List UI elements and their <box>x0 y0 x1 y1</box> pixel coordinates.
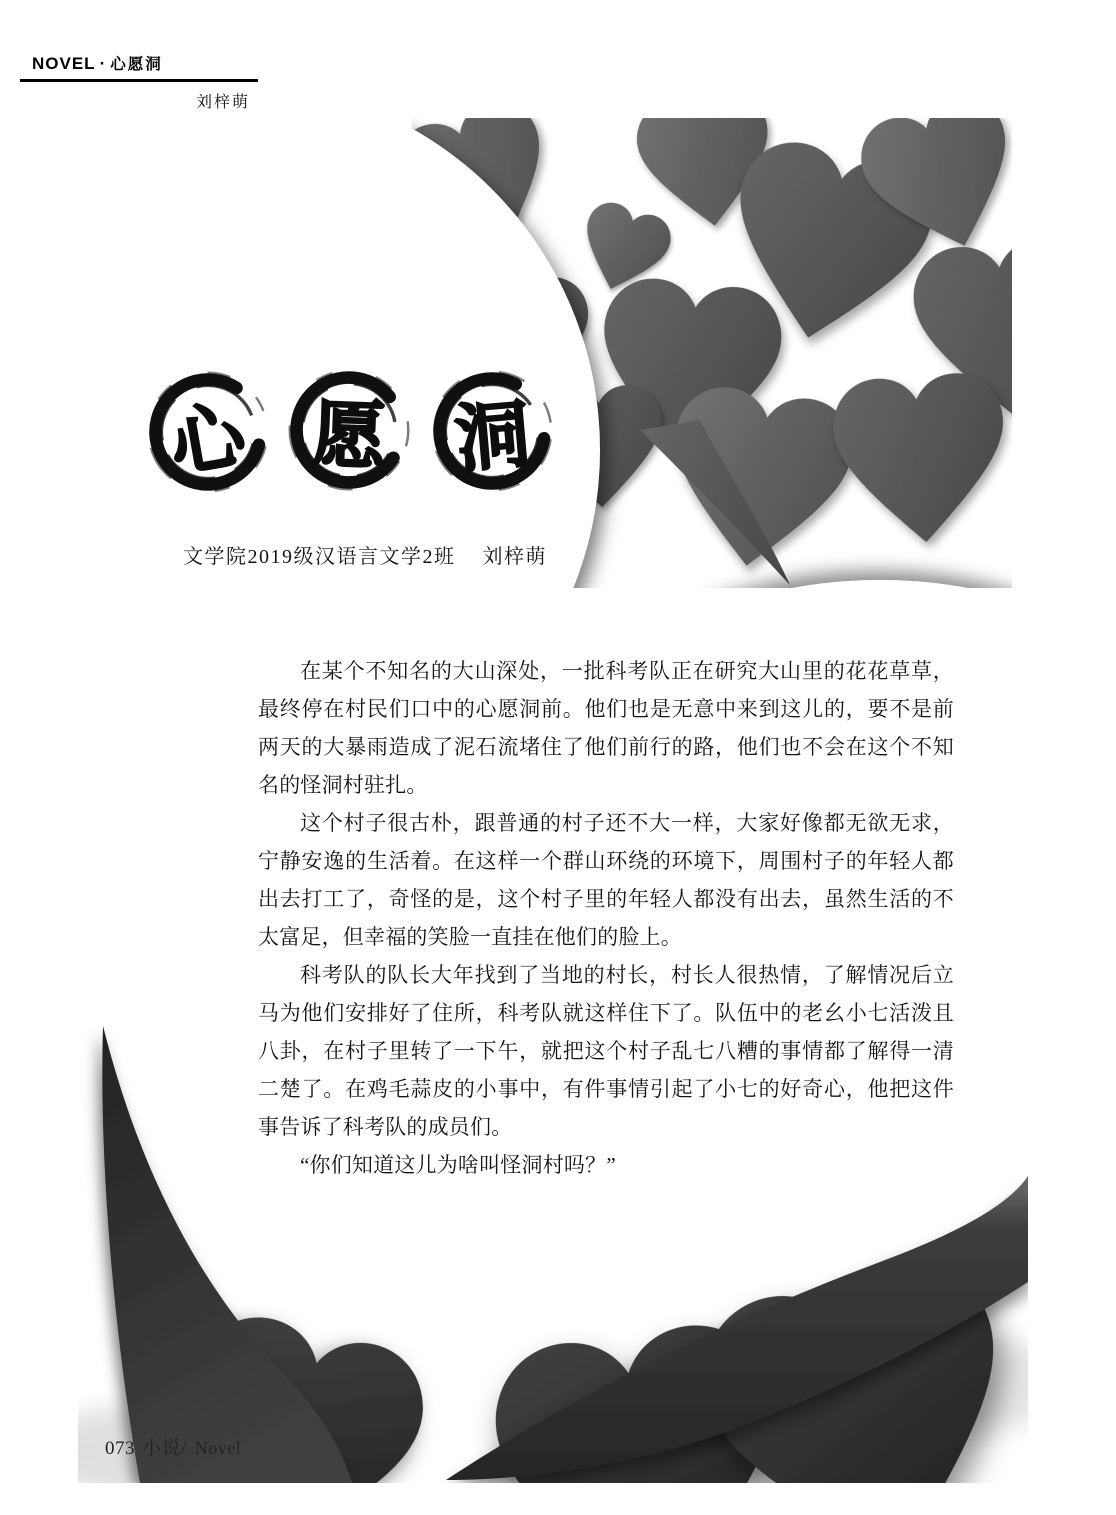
header-rule <box>20 79 258 82</box>
page-footer <box>105 1433 241 1460</box>
title-character: 洞 <box>452 393 534 483</box>
footer-separator: / <box>181 1438 187 1459</box>
separator-dot: · <box>99 54 107 73</box>
header-section-title: 心愿洞 <box>110 56 163 73</box>
title-character: 心 <box>164 394 252 489</box>
header-title-line <box>20 52 258 74</box>
byline-author: 刘梓萌 <box>482 546 547 568</box>
title-stamp-3 <box>424 363 560 499</box>
title-character: 愿 <box>310 394 388 480</box>
page-number: 073 <box>105 1438 135 1459</box>
story-paragraph-3: 科考队的队长大年找到了当地的村长，村长人很热情，了解情况后立马为他们安排好了住所，科考队就这样住下了。队伍中的老幺小七活泼且八卦，在村子里转了一下午，就把这个村子乱七八糟的事情都了解得一清二楚了。在鸡毛蒜皮的小事中，有件事情引起了小七的好奇心，他把这件事告诉了科考队的成员们。 <box>258 963 954 1139</box>
byline <box>183 540 547 569</box>
title-stamp-1 <box>140 364 276 500</box>
byline-affiliation: 文学院2019级汉语言文学2班 <box>183 546 456 568</box>
magazine-name: NOVEL <box>32 54 96 73</box>
story-dialogue-line: “你们知道这儿为啥叫怪洞村吗？” <box>300 1153 616 1177</box>
story-paragraph-2: 这个村子很古朴，跟普通的村子还不大一样，大家好像都无欲无求，宁静安逸的生活着。在这样一个群山环绕的环境下，周围村子的年轻人都出去打工了，奇怪的是，这个村子里的年轻人都没有出去，虽然生活的不太富足，但幸福的笑脸一直挂在他们的脸上。 <box>258 811 954 949</box>
title-stamp-2 <box>281 362 417 498</box>
footer-section-en: Novel <box>194 1438 242 1458</box>
heart-icon <box>830 370 1011 548</box>
page-header <box>20 52 258 112</box>
story-paragraph-1: 在某个不知名的大山深处，一批科考队正在研究大山里的花花草草，最终停在村民们口中的心愿洞前。他们也是无意中来到这儿的，要不是前两天的大暴雨造成了泥石流堵住了他们前行的路，他们也不会在这个不知名的怪洞村驻扎。 <box>258 659 954 797</box>
footer-section-cn: 小说 <box>142 1438 182 1459</box>
story-body <box>258 652 954 1184</box>
header-author: 刘梓萌 <box>195 94 250 111</box>
